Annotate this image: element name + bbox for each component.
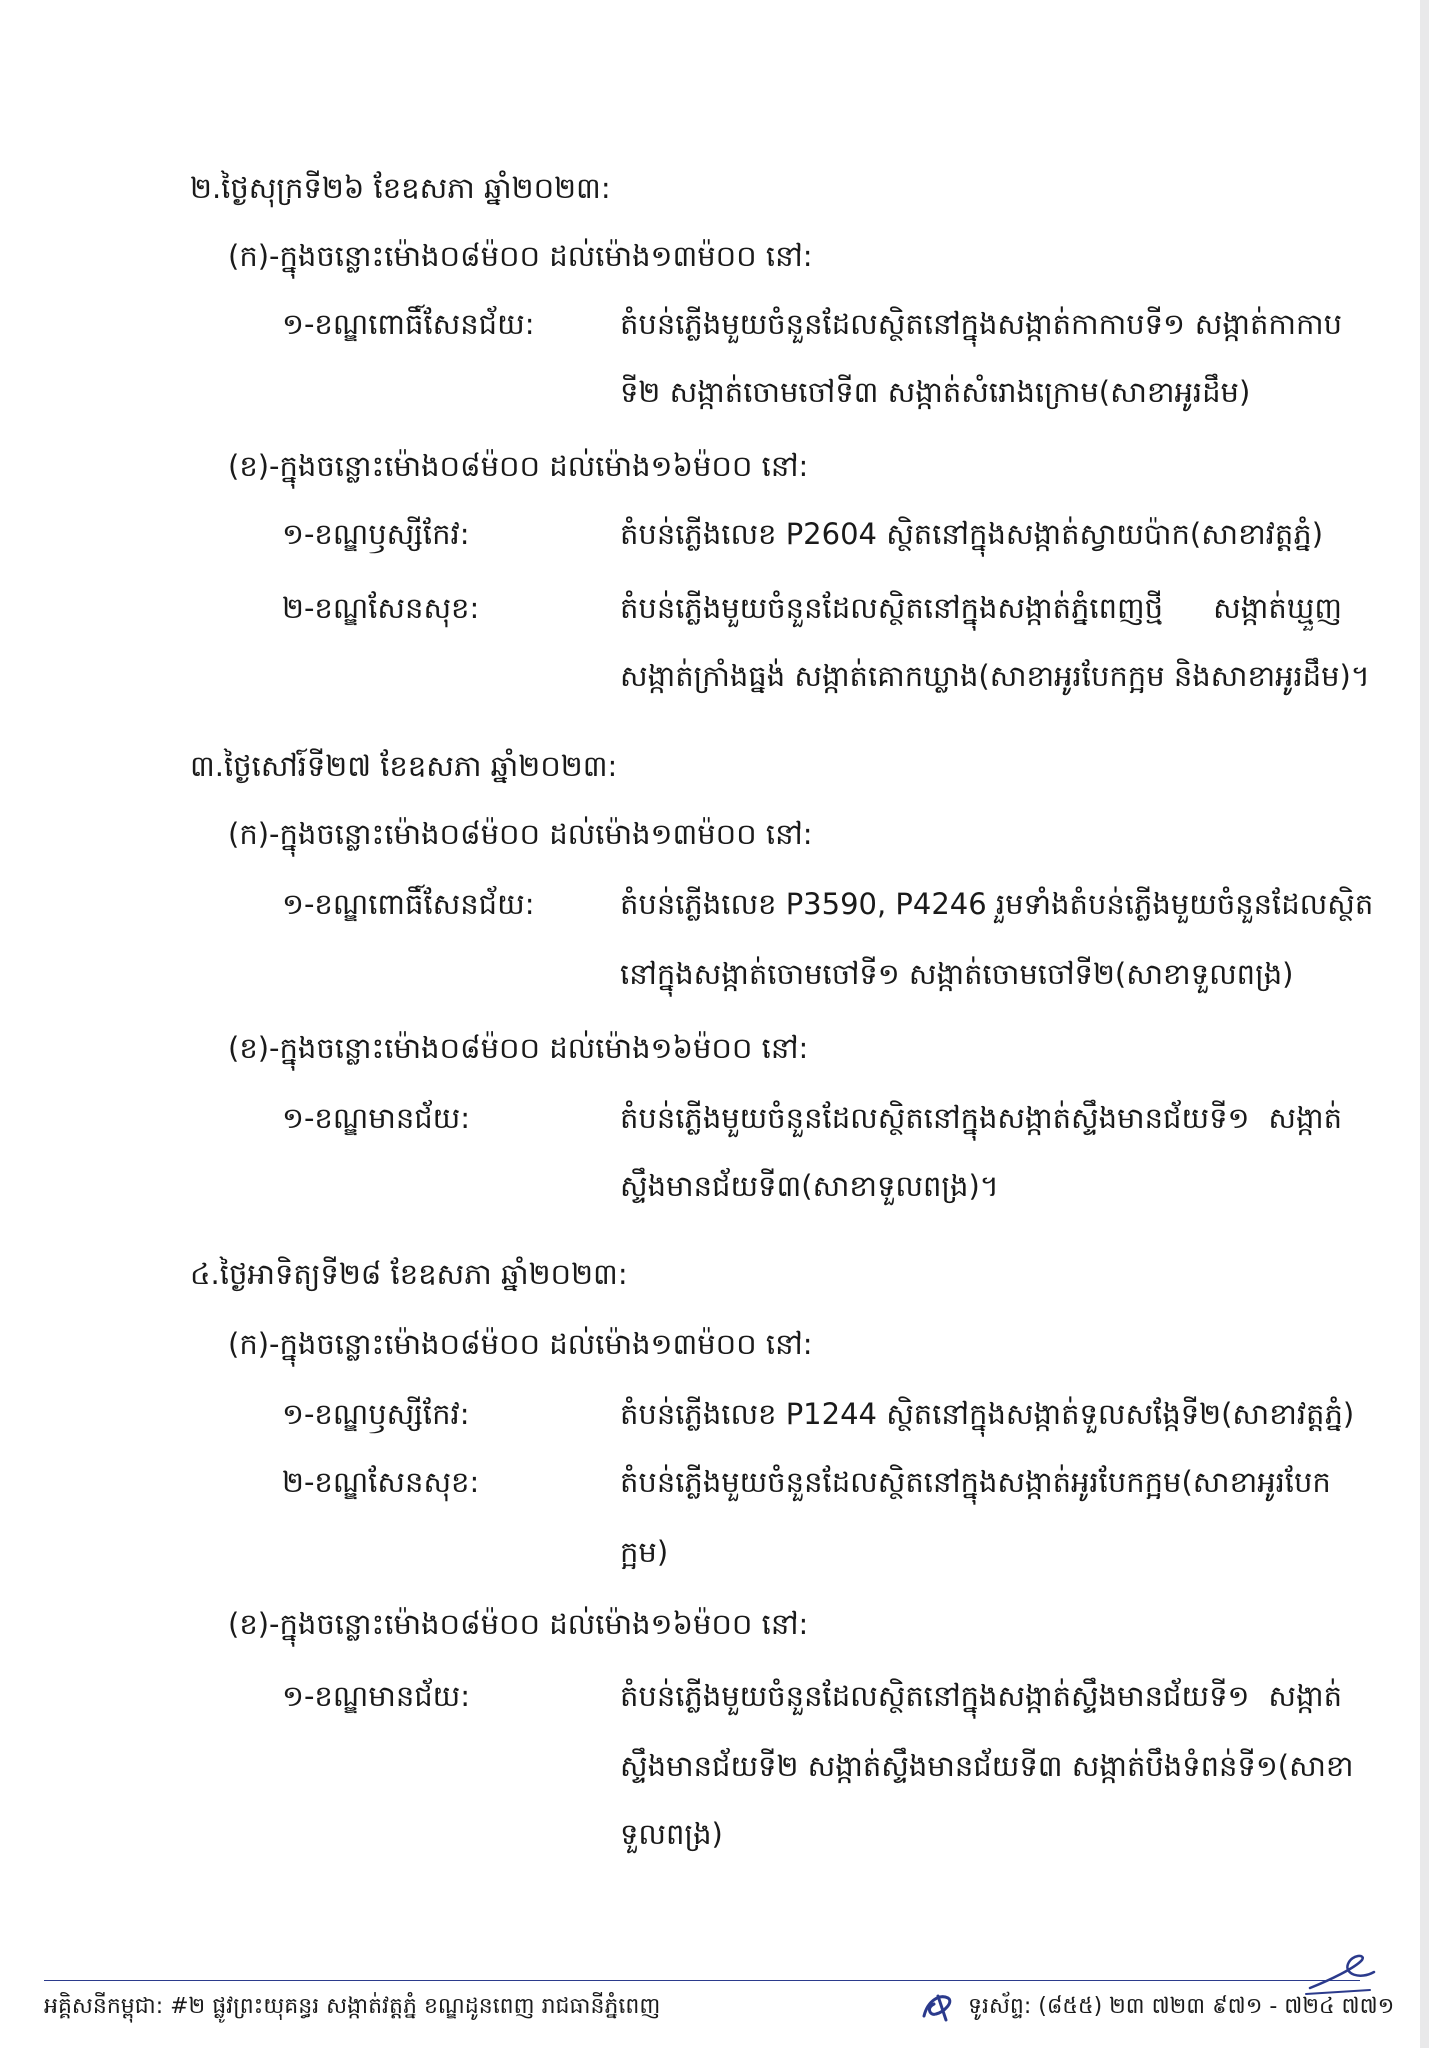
area-description: តំបន់ភ្លើងមួយចំនួនដែលស្ថិតនៅក្នុងសង្កាត់អូរបែកក្អម(សាខាអូរបែក xyxy=(620,1465,1331,1499)
day-heading: ៣.ថ្ងៃសៅរ៍ទី២៧ ខែឧសភា ឆ្នាំ២០២៣: xyxy=(190,749,618,783)
area-description: តំបន់ភ្លើងមួយចំនួនដែលស្ថិតនៅក្នុងសង្កាត់ស្ទឹងមានជ័យទី១ សង្កាត់ xyxy=(620,1101,1342,1135)
district-name: ១-ខណ្ឌមានជ័យ: xyxy=(282,1679,471,1713)
time-period: (ខ)-ក្នុងចន្លោះម៉ោង០៨ម៉០០ ដល់ម៉ោង១៦ម៉០០ នៅ: xyxy=(228,1031,809,1065)
area-description: តំបន់ភ្លើងមួយចំនួនដែលស្ថិតនៅក្នុងសង្កាត់ភ្នំពេញថ្មី សង្កាត់ឃ្មួញ xyxy=(620,591,1342,625)
time-period: (ក)-ក្នុងចន្លោះម៉ោង០៨ម៉០០ ដល់ម៉ោង១៣ម៉០០ នៅ: xyxy=(228,239,813,273)
footer-divider xyxy=(44,1980,1360,1981)
time-period: (ខ)-ក្នុងចន្លោះម៉ោង០៨ម៉០០ ដល់ម៉ោង១៦ម៉០០ នៅ: xyxy=(228,1607,809,1641)
day-heading: ២.ថ្ងៃសុក្រទី២៦ ខែឧសភា ឆ្នាំ២០២៣: xyxy=(190,171,611,205)
area-description: សង្កាត់ក្រាំងធ្នង់ សង្កាត់គោកឃ្លាង(សាខាអូរបែកក្អម និងសាខាអូរដឹម)។ xyxy=(620,659,1370,693)
day-heading: ៤.ថ្ងៃអាទិត្យទី២៨ ខែឧសភា ឆ្នាំ២០២៣: xyxy=(190,1257,628,1291)
district-name: ២-ខណ្ឌសែនសុខ: xyxy=(282,591,480,625)
area-description: ទី២ សង្កាត់ចោមចៅទី៣ សង្កាត់សំរោងក្រោម(សាខាអូរដឹម) xyxy=(620,375,1251,409)
time-period: (ខ)-ក្នុងចន្លោះម៉ោង០៨ម៉០០ ដល់ម៉ោង១៦ម៉០០ នៅ: xyxy=(228,449,809,483)
district-name: ១-ខណ្ឌពោធិ៍សែនជ័យ: xyxy=(282,887,535,921)
area-description: ទួលពង្រ) xyxy=(620,1817,723,1851)
area-description: តំបន់ភ្លើងមួយចំនួនដែលស្ថិតនៅក្នុងសង្កាត់ស្ទឹងមានជ័យទី១ សង្កាត់ xyxy=(620,1679,1342,1713)
time-period: (ក)-ក្នុងចន្លោះម៉ោង០៨ម៉០០ ដល់ម៉ោង១៣ម៉០០ នៅ: xyxy=(228,1327,813,1361)
area-description: ស្ទឹងមានជ័យទី៣(សាខាទួលពង្រ)។ xyxy=(620,1169,999,1203)
district-name: ១-ខណ្ឌមានជ័យ: xyxy=(282,1101,471,1135)
district-name: ១-ខណ្ឌឫស្សីកែវ: xyxy=(282,517,470,551)
area-description: តំបន់ភ្លើងលេខ P3590, P4246 រួមទាំងតំបន់ភ្លើងមួយចំនួនដែលស្ថិត xyxy=(620,887,1374,921)
area-description: តំបន់ភ្លើងលេខ P1244 ស្ថិតនៅក្នុងសង្កាត់ទួលសង្កែទី២(សាខាវត្តភ្នំ) xyxy=(620,1397,1355,1431)
district-name: ១-ខណ្ឌឫស្សីកែវ: xyxy=(282,1397,470,1431)
area-description: តំបន់ភ្លើងមួយចំនួនដែលស្ថិតនៅក្នុងសង្កាត់កាកាបទី១ សង្កាត់កាកាប xyxy=(620,307,1342,341)
page-edge xyxy=(1420,0,1429,2048)
district-name: ១-ខណ្ឌពោធិ៍សែនជ័យ: xyxy=(282,307,535,341)
area-description: នៅក្នុងសង្កាត់ចោមចៅទី១ សង្កាត់ចោមចៅទី២(សាខាទួលពង្រ) xyxy=(620,957,1294,991)
area-description: ស្ទឹងមានជ័យទី២ សង្កាត់ស្ទឹងមានជ័យទី៣ សង្កាត់បឹងទំពន់ទី១(សាខា xyxy=(620,1749,1354,1783)
area-description: ក្អម) xyxy=(620,1535,669,1569)
footer-phone: ទូរស័ព្ទ: (៨៥៥) ២៣ ៧២៣ ៩៧១ - ៧២៤ ៧៧១ xyxy=(968,1994,1395,2019)
time-period: (ក)-ក្នុងចន្លោះម៉ោង០៨ម៉០០ ដល់ម៉ោង១៣ម៉០០ នៅ: xyxy=(228,817,813,851)
area-description: តំបន់ភ្លើងលេខ P2604 ស្ថិតនៅក្នុងសង្កាត់ស្វាយប៉ាក(សាខាវត្តភ្នំ) xyxy=(620,517,1324,551)
footer-address: អគ្គិសនីកម្ពុជា: #២ ផ្លូវព្រះយុគន្ធរ សង្កាត់វត្តភ្នំ ខណ្ឌដូនពេញ រាជធានីភ្នំពេញ xyxy=(44,1994,661,2019)
district-name: ២-ខណ្ឌសែនសុខ: xyxy=(282,1465,480,1499)
phone-logo-icon xyxy=(918,1990,958,2024)
footer-contact xyxy=(918,1990,1394,2024)
